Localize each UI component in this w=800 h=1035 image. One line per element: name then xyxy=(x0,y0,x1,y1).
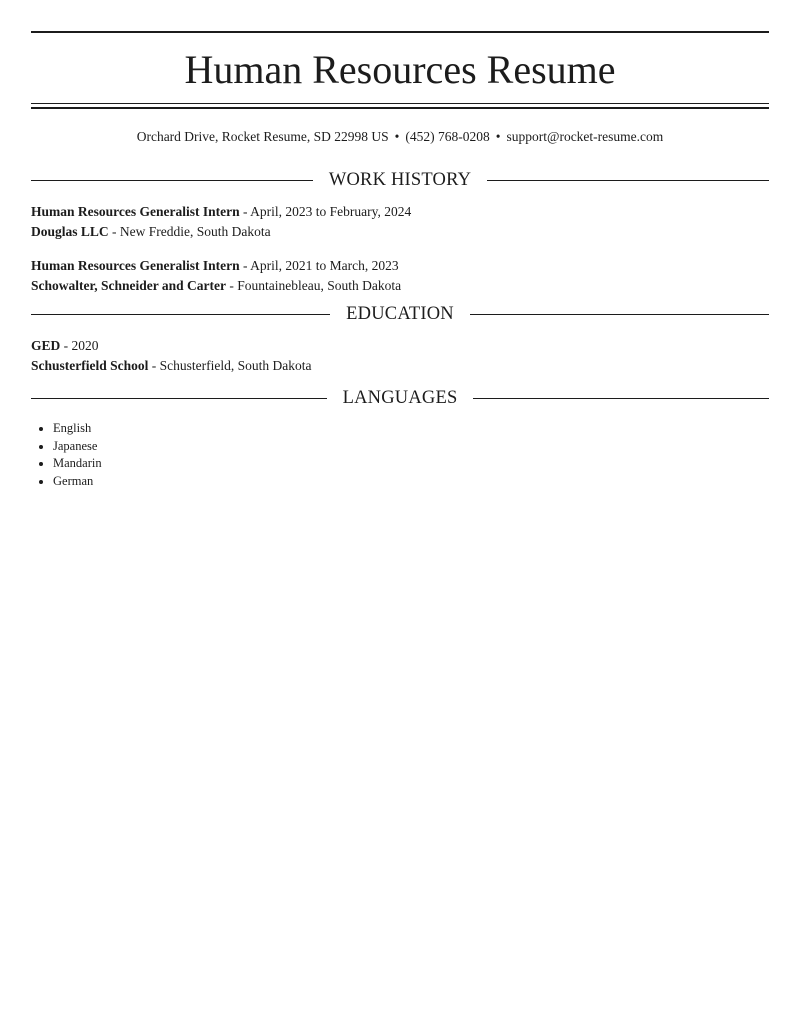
job-dates: April, 2021 to March, 2023 xyxy=(250,258,399,273)
education-entry xyxy=(31,336,769,376)
work-entry-title-line xyxy=(31,256,769,276)
job-role: Human Resources Generalist Intern xyxy=(31,258,240,273)
degree: GED xyxy=(31,338,61,353)
section-rule-right xyxy=(487,180,769,181)
company-name: Schowalter, Schneider and Carter xyxy=(31,278,226,293)
job-dates: April, 2023 to February, 2024 xyxy=(250,204,412,219)
dash: - xyxy=(243,204,248,219)
section-rule-left xyxy=(31,180,313,181)
resume-title: Human Resources Resume xyxy=(184,47,616,92)
dash: - xyxy=(63,338,69,353)
work-entry xyxy=(31,202,769,242)
contact-separator: • xyxy=(495,129,501,144)
languages-list xyxy=(31,420,769,490)
section-header-work-history xyxy=(31,168,769,192)
section-title: WORK HISTORY xyxy=(328,169,472,190)
dash: - xyxy=(151,358,157,373)
contact-phone: (452) 768-0208 xyxy=(405,129,490,144)
company-name: Douglas LLC xyxy=(31,224,109,239)
section-header-languages xyxy=(31,386,769,410)
work-entry-title-line xyxy=(31,202,769,222)
contact-address: Orchard Drive, Rocket Resume, SD 22998 US xyxy=(136,129,389,144)
job-role: Human Resources Generalist Intern xyxy=(31,204,240,219)
education-school-line xyxy=(31,356,769,376)
graduation-year: 2020 xyxy=(71,338,99,353)
dash: - xyxy=(229,278,234,293)
section-rule-left xyxy=(31,314,330,315)
education-degree-line xyxy=(31,336,769,356)
section-title: LANGUAGES xyxy=(342,387,458,408)
company-location: New Freddie, South Dakota xyxy=(119,224,271,239)
top-rule xyxy=(31,31,769,33)
resume-page xyxy=(31,0,769,490)
section-header-education xyxy=(31,302,769,326)
contact-email: support@rocket-resume.com xyxy=(506,129,664,144)
school-location: Schusterfield, South Dakota xyxy=(159,358,312,373)
company-location: Fountainebleau, South Dakota xyxy=(237,278,402,293)
language-item: • Mandarin xyxy=(53,455,769,473)
title-double-rule xyxy=(31,103,769,109)
section-rule-right xyxy=(470,314,769,315)
work-entry xyxy=(31,256,769,296)
section-rule-right xyxy=(473,398,769,399)
contact-line xyxy=(31,127,769,147)
work-entry-company-line xyxy=(31,276,769,296)
section-title: EDUCATION xyxy=(346,303,454,324)
language-item: • German xyxy=(53,473,769,491)
section-rule-left xyxy=(31,398,327,399)
language-item: • English xyxy=(53,420,769,438)
contact-separator: • xyxy=(394,129,400,144)
language-item: • Japanese xyxy=(53,438,769,456)
school-name: Schusterfield School xyxy=(31,358,149,373)
dash: - xyxy=(243,258,248,273)
work-entry-company-line xyxy=(31,222,769,242)
dash: - xyxy=(112,224,117,239)
